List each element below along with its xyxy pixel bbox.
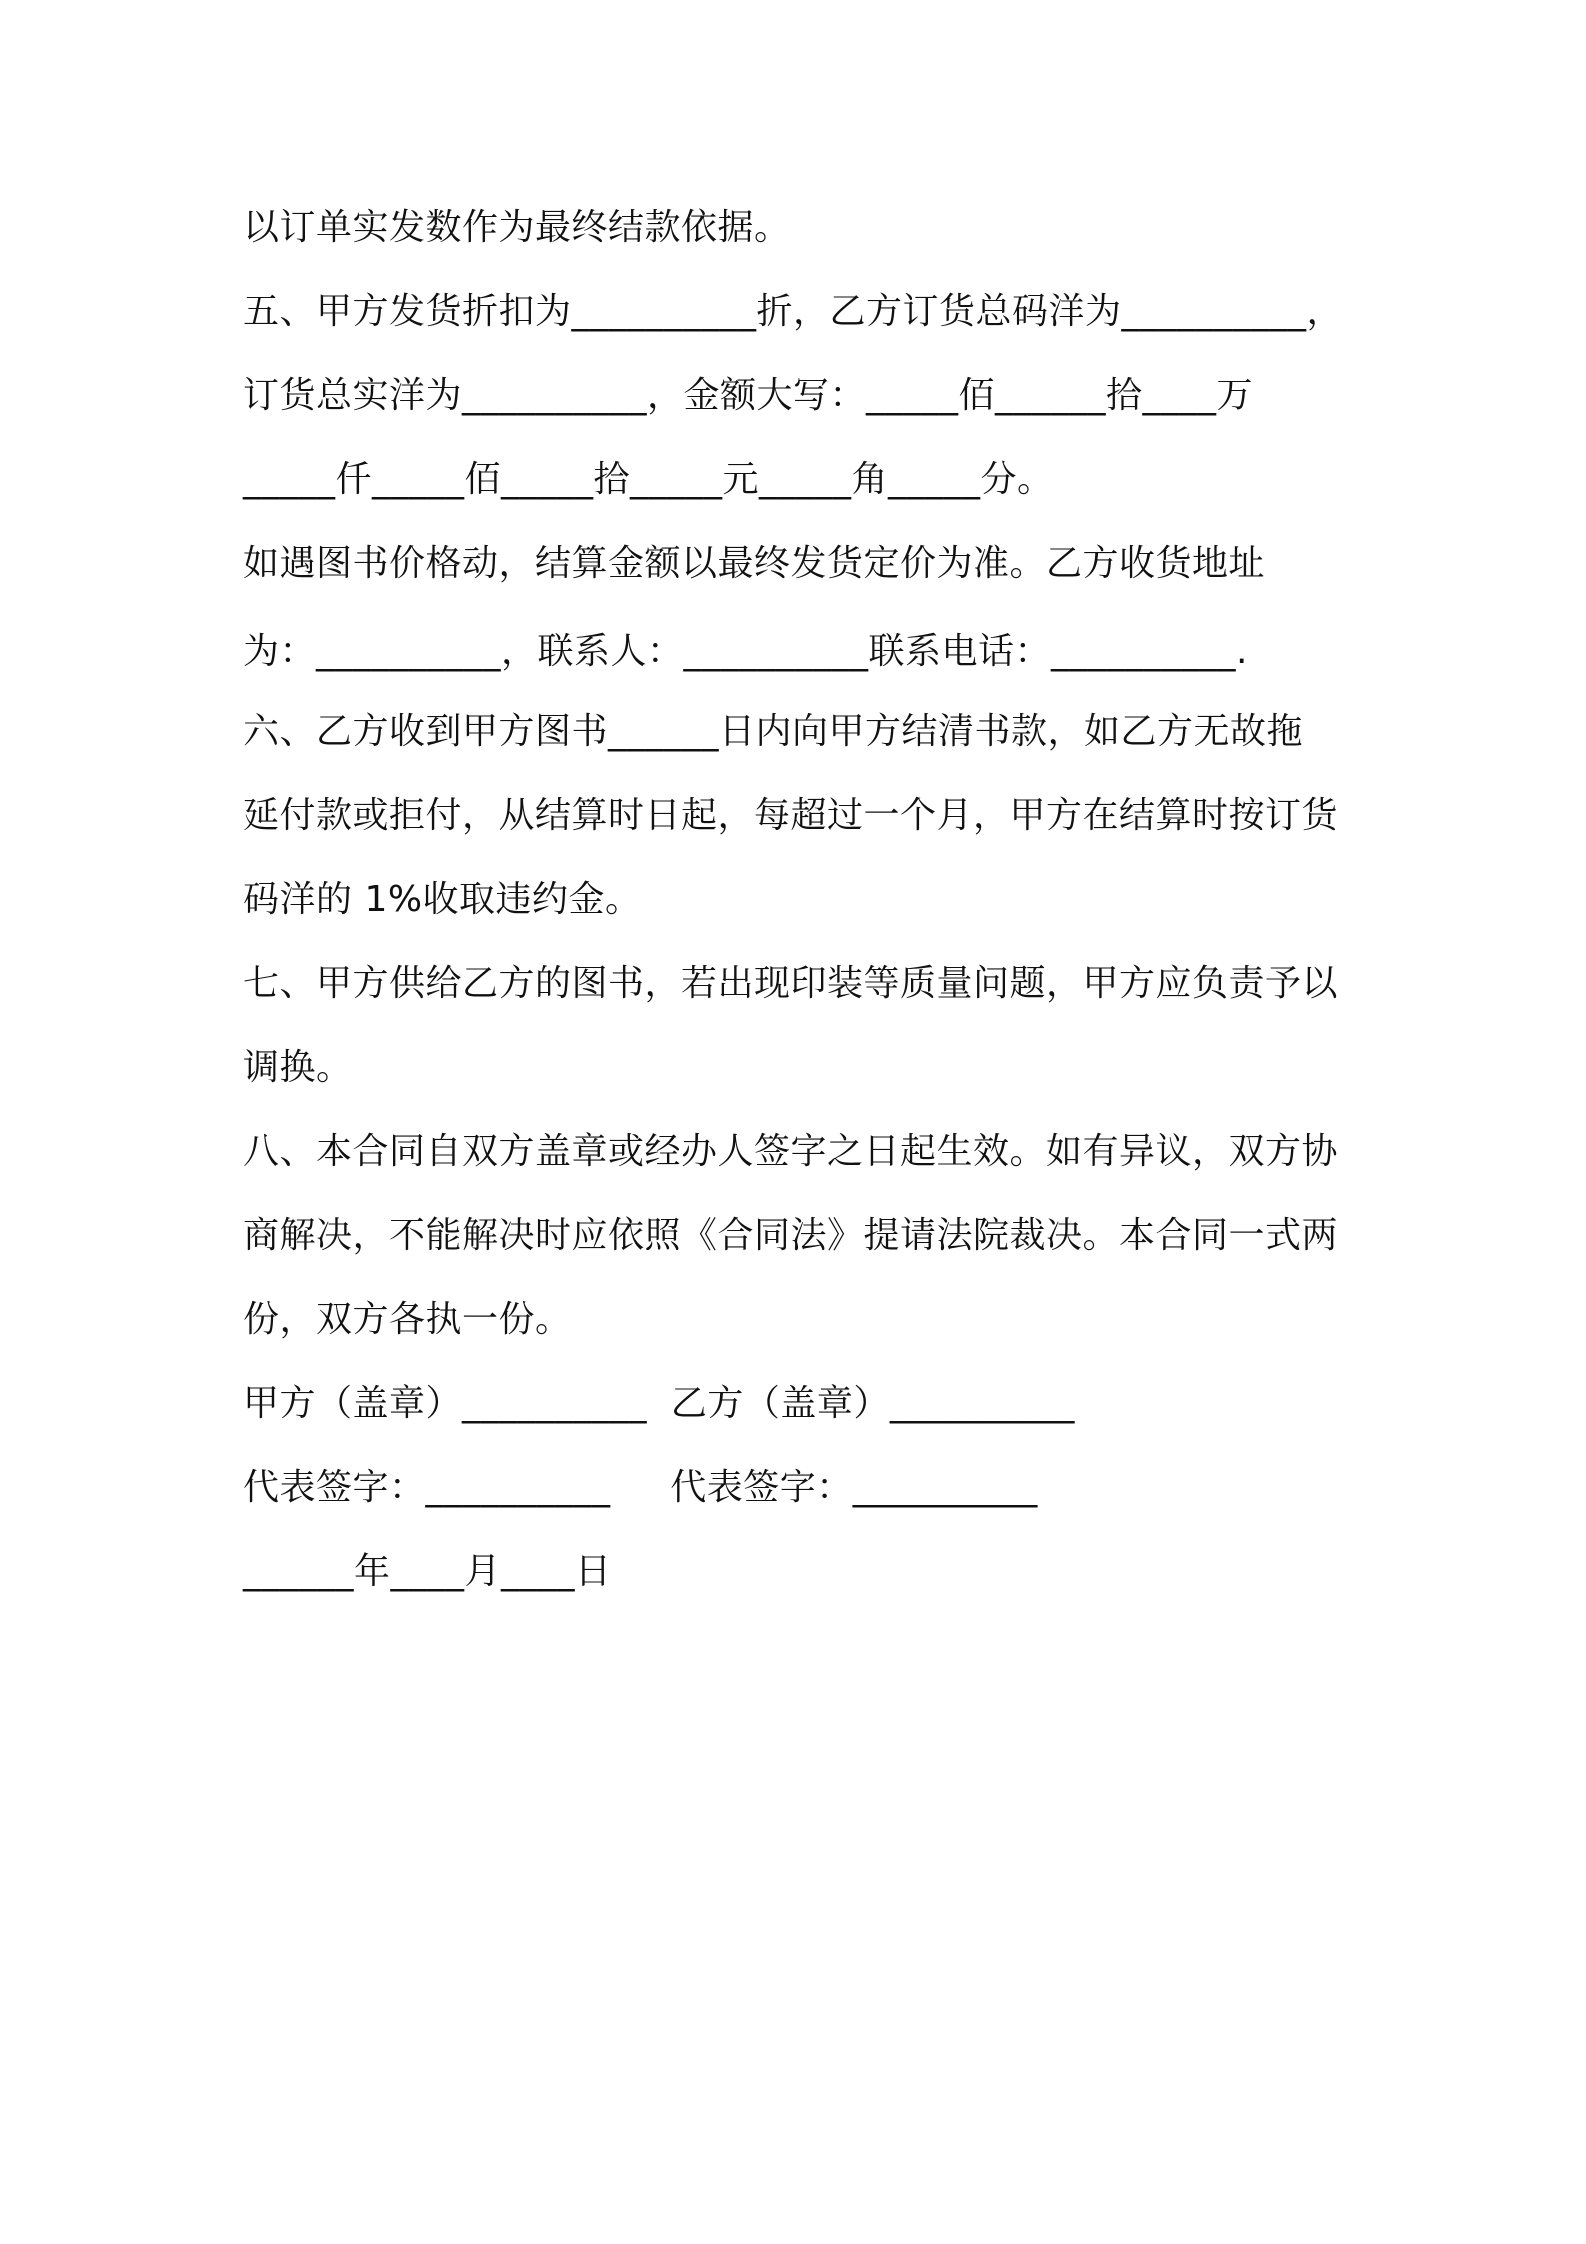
text-line: 七、甲方供给乙方的图书，若出现印装等质量问题，甲方应负责予以 <box>243 963 1339 1004</box>
text-line: 为：__________，联系人：__________联系电话：__________. <box>243 631 1248 672</box>
text-line: 调换。 <box>243 1047 353 1088</box>
text-line: 八、本合同自双方盖章或经办人签字之日起生效。如有异议，双方协 <box>243 1131 1339 1172</box>
text-line: 以订单实发数作为最终结款依据。 <box>243 207 791 248</box>
text-line: 商解决，不能解决时应依照《合同法》提请法院裁决。本合同一式两 <box>243 1215 1339 1256</box>
text-line: 六、乙方收到甲方图书______日内向甲方结清书款，如乙方无故拖 <box>243 711 1304 752</box>
text-line: 延付款或拒付，从结算时日起，每超过一个月，甲方在结算时按订货 <box>243 795 1339 836</box>
text-line: 份，双方各执一份。 <box>243 1299 572 1340</box>
text-line: 如遇图书价格动，结算金额以最终发货定价为准。乙方收货地址 <box>243 543 1266 584</box>
text-line: 订货总实洋为__________，金额大写：_____佰______拾____万 <box>243 375 1254 416</box>
text-line: 码洋的 1%收取违约金。 <box>243 879 642 920</box>
signature-line-seal: 甲方（盖章）__________ 乙方（盖章）__________ <box>243 1383 1075 1424</box>
text-line: _____仟_____佰_____拾_____元_____角_____分。 <box>243 459 1054 500</box>
text-line: 五、甲方发货折扣为__________折，乙方订货总码洋为__________， <box>243 291 1344 332</box>
signature-line-representative: 代表签字：__________ 代表签字：__________ <box>243 1467 1038 1508</box>
date-line: ______年____月____日 <box>243 1551 612 1592</box>
